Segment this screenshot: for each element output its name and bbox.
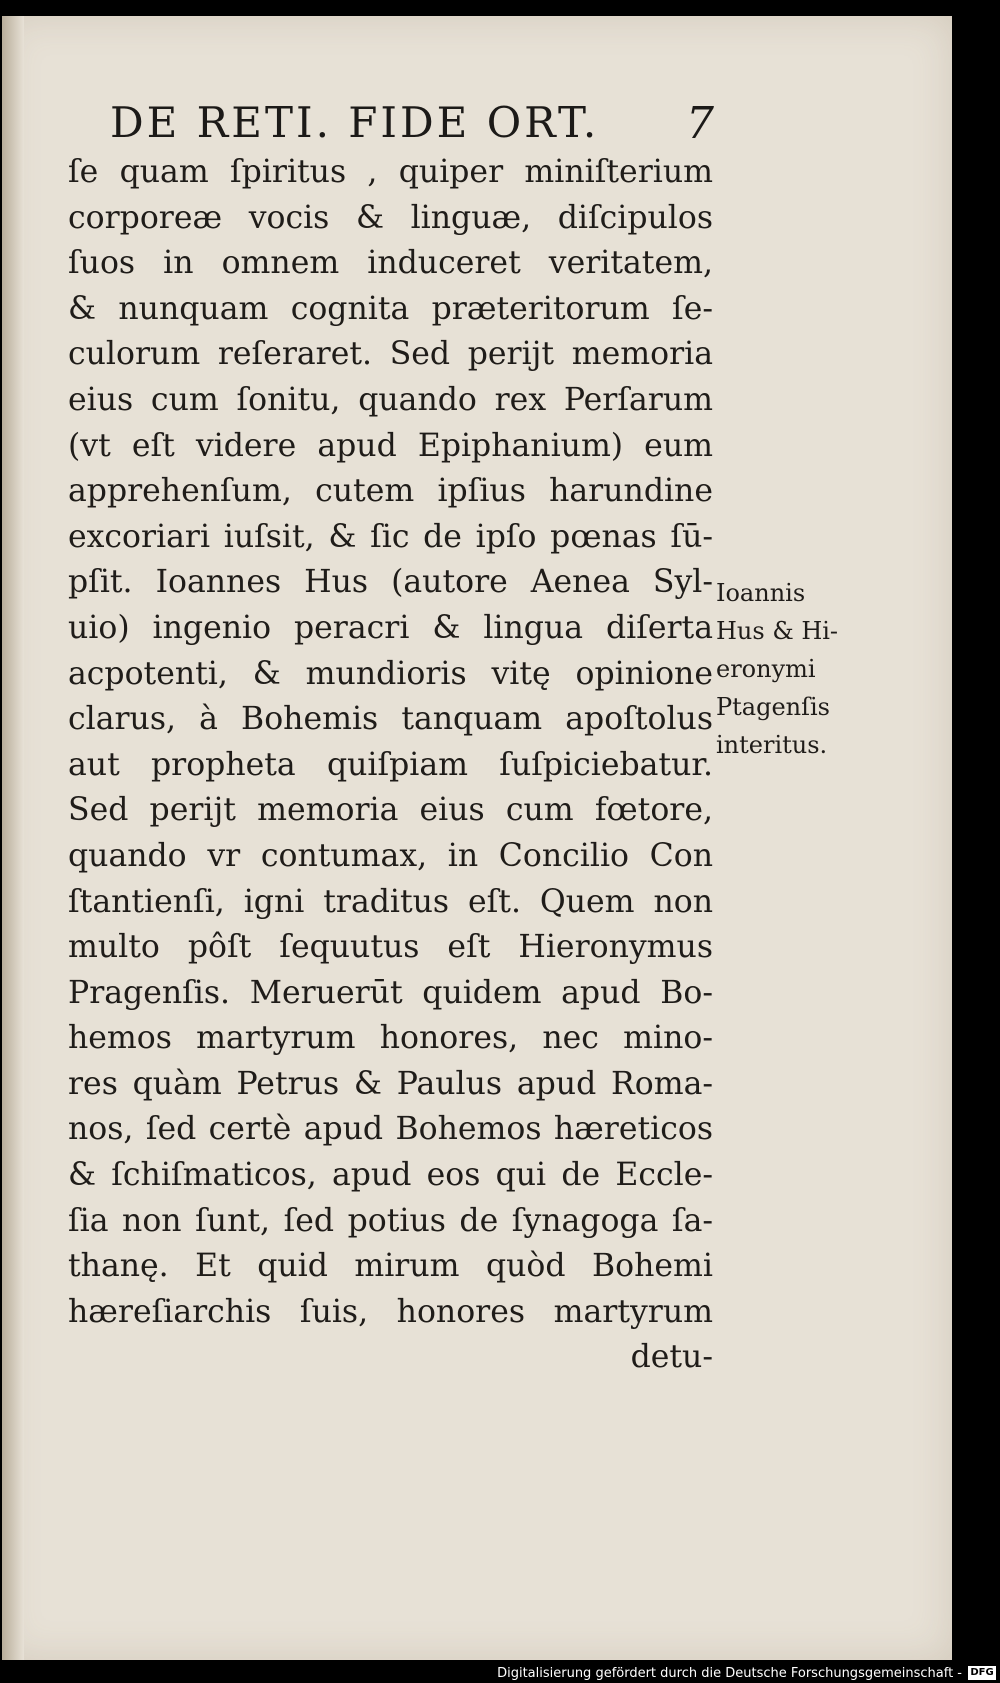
marginal-note: [716, 574, 866, 764]
marginal-note-line: Ptagenſis: [716, 693, 830, 721]
text-line: & ſchiſmaticos, apud eos qui de Eccle-: [68, 1157, 713, 1194]
text-line: multo pôſt ſequutus eſt Hieronymus: [68, 929, 713, 966]
marginal-note-line: Ioannis: [716, 579, 806, 607]
text-line: & nunquam cognita præteritorum ſe-: [68, 290, 713, 327]
digitization-credit: Digitalisierung gefördert durch die Deutsche Forschungsgemeinschaft -: [497, 1666, 962, 1681]
dfg-logo: DFG: [968, 1666, 996, 1680]
text-line: ſe quam ſpiritus , quiper miniſterium: [68, 154, 713, 190]
text-line: (vt eſt videre apud Epiphanium) eum: [68, 427, 713, 464]
text-line: culorum reſeraret. Sed perijt memoria: [68, 336, 713, 373]
text-line: res quàm Petrus & Paulus apud Roma-: [68, 1065, 713, 1102]
text-line: thanę. Et quid mirum quòd Bohemi: [68, 1248, 713, 1285]
text-line: clarus, à Bohemis tanquam apoſtolus: [68, 701, 713, 738]
text-line: apprehenſum, cutem ipſius harundine: [68, 473, 713, 510]
marginal-note-line: Hus & Hi-: [716, 617, 839, 645]
text-line: ſia non ſunt, ſed potius de ſynagoga ſa-: [68, 1202, 713, 1239]
running-title: DE RETI. FIDE ORT.: [110, 98, 600, 147]
text-line: quando vr contumax, in Concilio Con: [68, 837, 713, 874]
text-line: acpotenti, & mundioris vitę opinione: [68, 655, 713, 692]
text-line: excoriari iuſsit, & ſic de ipſo pœnas ſū-: [68, 518, 713, 555]
text-line: pſit. Ioannes Hus (autore Aenea Syl-: [68, 564, 713, 601]
text-line: Sed perijt memoria eius cum fœtore,: [68, 792, 713, 829]
page-gutter-shadow: [2, 16, 24, 1660]
text-line: eius cum ſonitu, quando rex Perſarum: [68, 381, 713, 418]
text-line: ſtantienſi, igni traditus eſt. Quem non: [68, 883, 713, 920]
main-text-block: [68, 150, 713, 1381]
text-line: Pragenſis. Meruerūt quidem apud Bo-: [68, 974, 713, 1011]
text-line: nos, ſed certè apud Bohemos hæreticos: [68, 1111, 713, 1148]
marginal-note-line: eronymi: [716, 655, 816, 683]
page-number: 7: [686, 98, 714, 149]
text-line: aut propheta quiſpiam ſuſpiciebatur.: [68, 746, 713, 783]
text-line: ſuos in omnem induceret veritatem,: [68, 245, 713, 282]
text-line: hæreſiarchis ſuis, honores martyrum: [68, 1293, 713, 1330]
text-line: corporeæ vocis & linguæ, diſcipulos: [68, 199, 713, 236]
text-line: uio) ingenio peracri & lingua diſerta: [68, 609, 713, 646]
marginal-note-line: interitus.: [716, 731, 828, 759]
catchword: detu-: [630, 1339, 713, 1376]
text-line: hemos martyrum honores, nec mino-: [68, 1020, 713, 1057]
